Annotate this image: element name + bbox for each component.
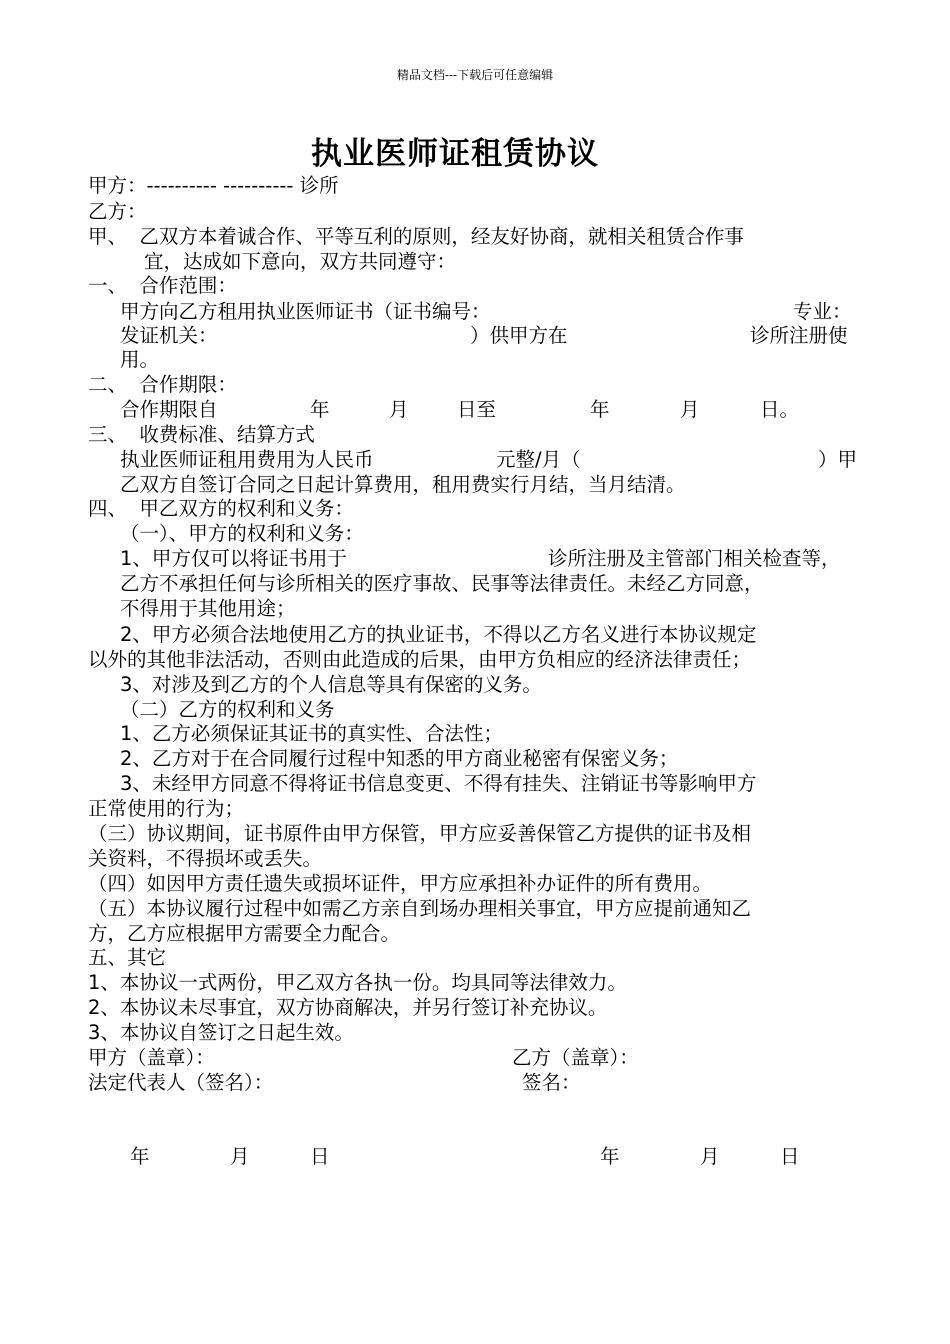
s1-line-1a: 甲方向乙方租用执业医师证书（证书编号： xyxy=(120,300,491,323)
s4-sub-heading-1: （一）、甲方的权利和义务： xyxy=(120,522,364,545)
s5-item-1: 1、本协议一式两份，甲乙双方各执一份。均具同等法律效力。 xyxy=(88,971,627,994)
s4-c-line-2: 关资料，不得损坏或丢失。 xyxy=(88,847,323,870)
s3-line-1c: ）甲 xyxy=(818,448,858,471)
s4-a2-line-1: 2、甲方必须合法地使用乙方的执业证书，不得以乙方名义进行本协议规定 xyxy=(120,623,757,646)
preamble-line-1: 甲、 乙双方本着诚合作、平等互利的原则，经友好协商，就相关租赁合作事 xyxy=(88,225,744,248)
s4-a1-b: 诊所注册及主管部门相关检查等， xyxy=(548,547,841,570)
s4-e-line-1: （五）本协议履行过程中如需乙方亲自到场办理相关事宜，甲方应提前通知乙 xyxy=(88,897,752,920)
s1-line-2a: 发证机关： xyxy=(120,324,218,347)
s4-b1: 1、乙方必须保证其证书的真实性、合法性； xyxy=(120,722,503,745)
s2-day-end: 日。 xyxy=(760,398,800,421)
party-b-line: 乙方： xyxy=(88,200,147,223)
s1-line-2b: ）供甲方在 xyxy=(470,324,568,347)
section-2-heading: 二、 合作期限： xyxy=(88,373,237,396)
s4-d-line: （四）如因甲方责任遗失或损坏证件，甲方应承担补办证件的所有费用。 xyxy=(88,872,713,895)
s4-b3-line-2: 正常使用的行为； xyxy=(88,797,245,820)
section-1-heading: 一、 合作范围： xyxy=(88,274,237,297)
page-header: 精品文档---下载后可任意编辑 xyxy=(396,68,554,82)
s3-line-2: 乙双方自签订合同之日起计算费用，租用费实行月结，当月结清。 xyxy=(120,473,686,496)
party-a-line: 甲方：---------- ---------- 诊所 xyxy=(88,174,339,197)
party-a-seal-label: 甲方（盖章）： xyxy=(88,1046,215,1069)
s4-a1-line-2: 乙方不承担任何与诊所相关的医疗事故、民事等法律责任。未经乙方同意， xyxy=(120,572,764,595)
section-4-heading: 四、 甲乙双方的权利和义务： xyxy=(88,497,354,520)
s4-sub-heading-2: （二）乙方的权利和义务 xyxy=(120,698,335,721)
s4-a3: 3、对涉及到乙方的个人信息等具有保密的义务。 xyxy=(120,673,542,696)
s3-line-1b: 元整/月（ xyxy=(496,448,581,471)
sign-day-a: 日 xyxy=(310,1145,330,1168)
s4-a1-line-3: 不得用于其他用途； xyxy=(120,597,296,620)
s2-month-2: 月 xyxy=(680,398,700,421)
sign-month-b: 月 xyxy=(700,1145,720,1168)
s2-month-1: 月 xyxy=(389,398,409,421)
s4-c-line-1: （三）协议期间，证书原件由甲方保管，甲方应妥善保管乙方提供的证书及相 xyxy=(88,822,752,845)
document-title: 执业医师证租赁协议 xyxy=(311,136,599,172)
s1-line-1b: 专业： xyxy=(793,300,852,323)
s4-b2: 2、乙方对于在合同履行过程中知悉的甲方商业秘密有保密义务； xyxy=(120,747,679,770)
s2-day-to: 日至 xyxy=(457,398,497,421)
party-b-sign-label: 签名： xyxy=(522,1071,581,1094)
s4-a2-line-2: 以外的其他非法活动，否则由此造成的后果，由甲方负相应的经济法律责任； xyxy=(88,648,752,671)
sign-month-a: 月 xyxy=(230,1145,250,1168)
s4-e-line-2: 方，乙方应根据甲方需要全力配合。 xyxy=(88,922,401,945)
preamble-line-2: 宜，达成如下意向，双方共同遵守： xyxy=(144,250,457,273)
section-3-heading: 三、 收费标准、结算方式 xyxy=(88,423,315,446)
s1-line-3: 用。 xyxy=(120,348,160,371)
party-a-rep-label: 法定代表人（签名）： xyxy=(88,1071,274,1094)
sign-year-a: 年 xyxy=(130,1145,150,1168)
s4-a1-a: 1、甲方仅可以将证书用于 xyxy=(120,547,347,570)
s5-item-3: 3、本协议自签订之日起生效。 xyxy=(88,1021,354,1044)
s2-year-2: 年 xyxy=(590,398,610,421)
s4-b3-line-1: 3、未经甲方同意不得将证书信息变更、不得有挂失、注销证书等影响甲方 xyxy=(120,772,757,795)
sign-day-b: 日 xyxy=(780,1145,800,1168)
s2-year-1: 年 xyxy=(310,398,330,421)
party-b-seal-label: 乙方（盖章）： xyxy=(512,1046,639,1069)
s5-item-2: 2、本协议未尽事宜，双方协商解决，并另行签订补充协议。 xyxy=(88,996,608,1019)
s3-line-1a: 执业医师证租用费用为人民币 xyxy=(120,448,374,471)
s2-from: 合作期限自 xyxy=(120,398,218,421)
s1-line-2c: 诊所注册使 xyxy=(750,324,848,347)
sign-year-b: 年 xyxy=(600,1145,620,1168)
section-5-heading: 五、其它 xyxy=(88,946,167,969)
